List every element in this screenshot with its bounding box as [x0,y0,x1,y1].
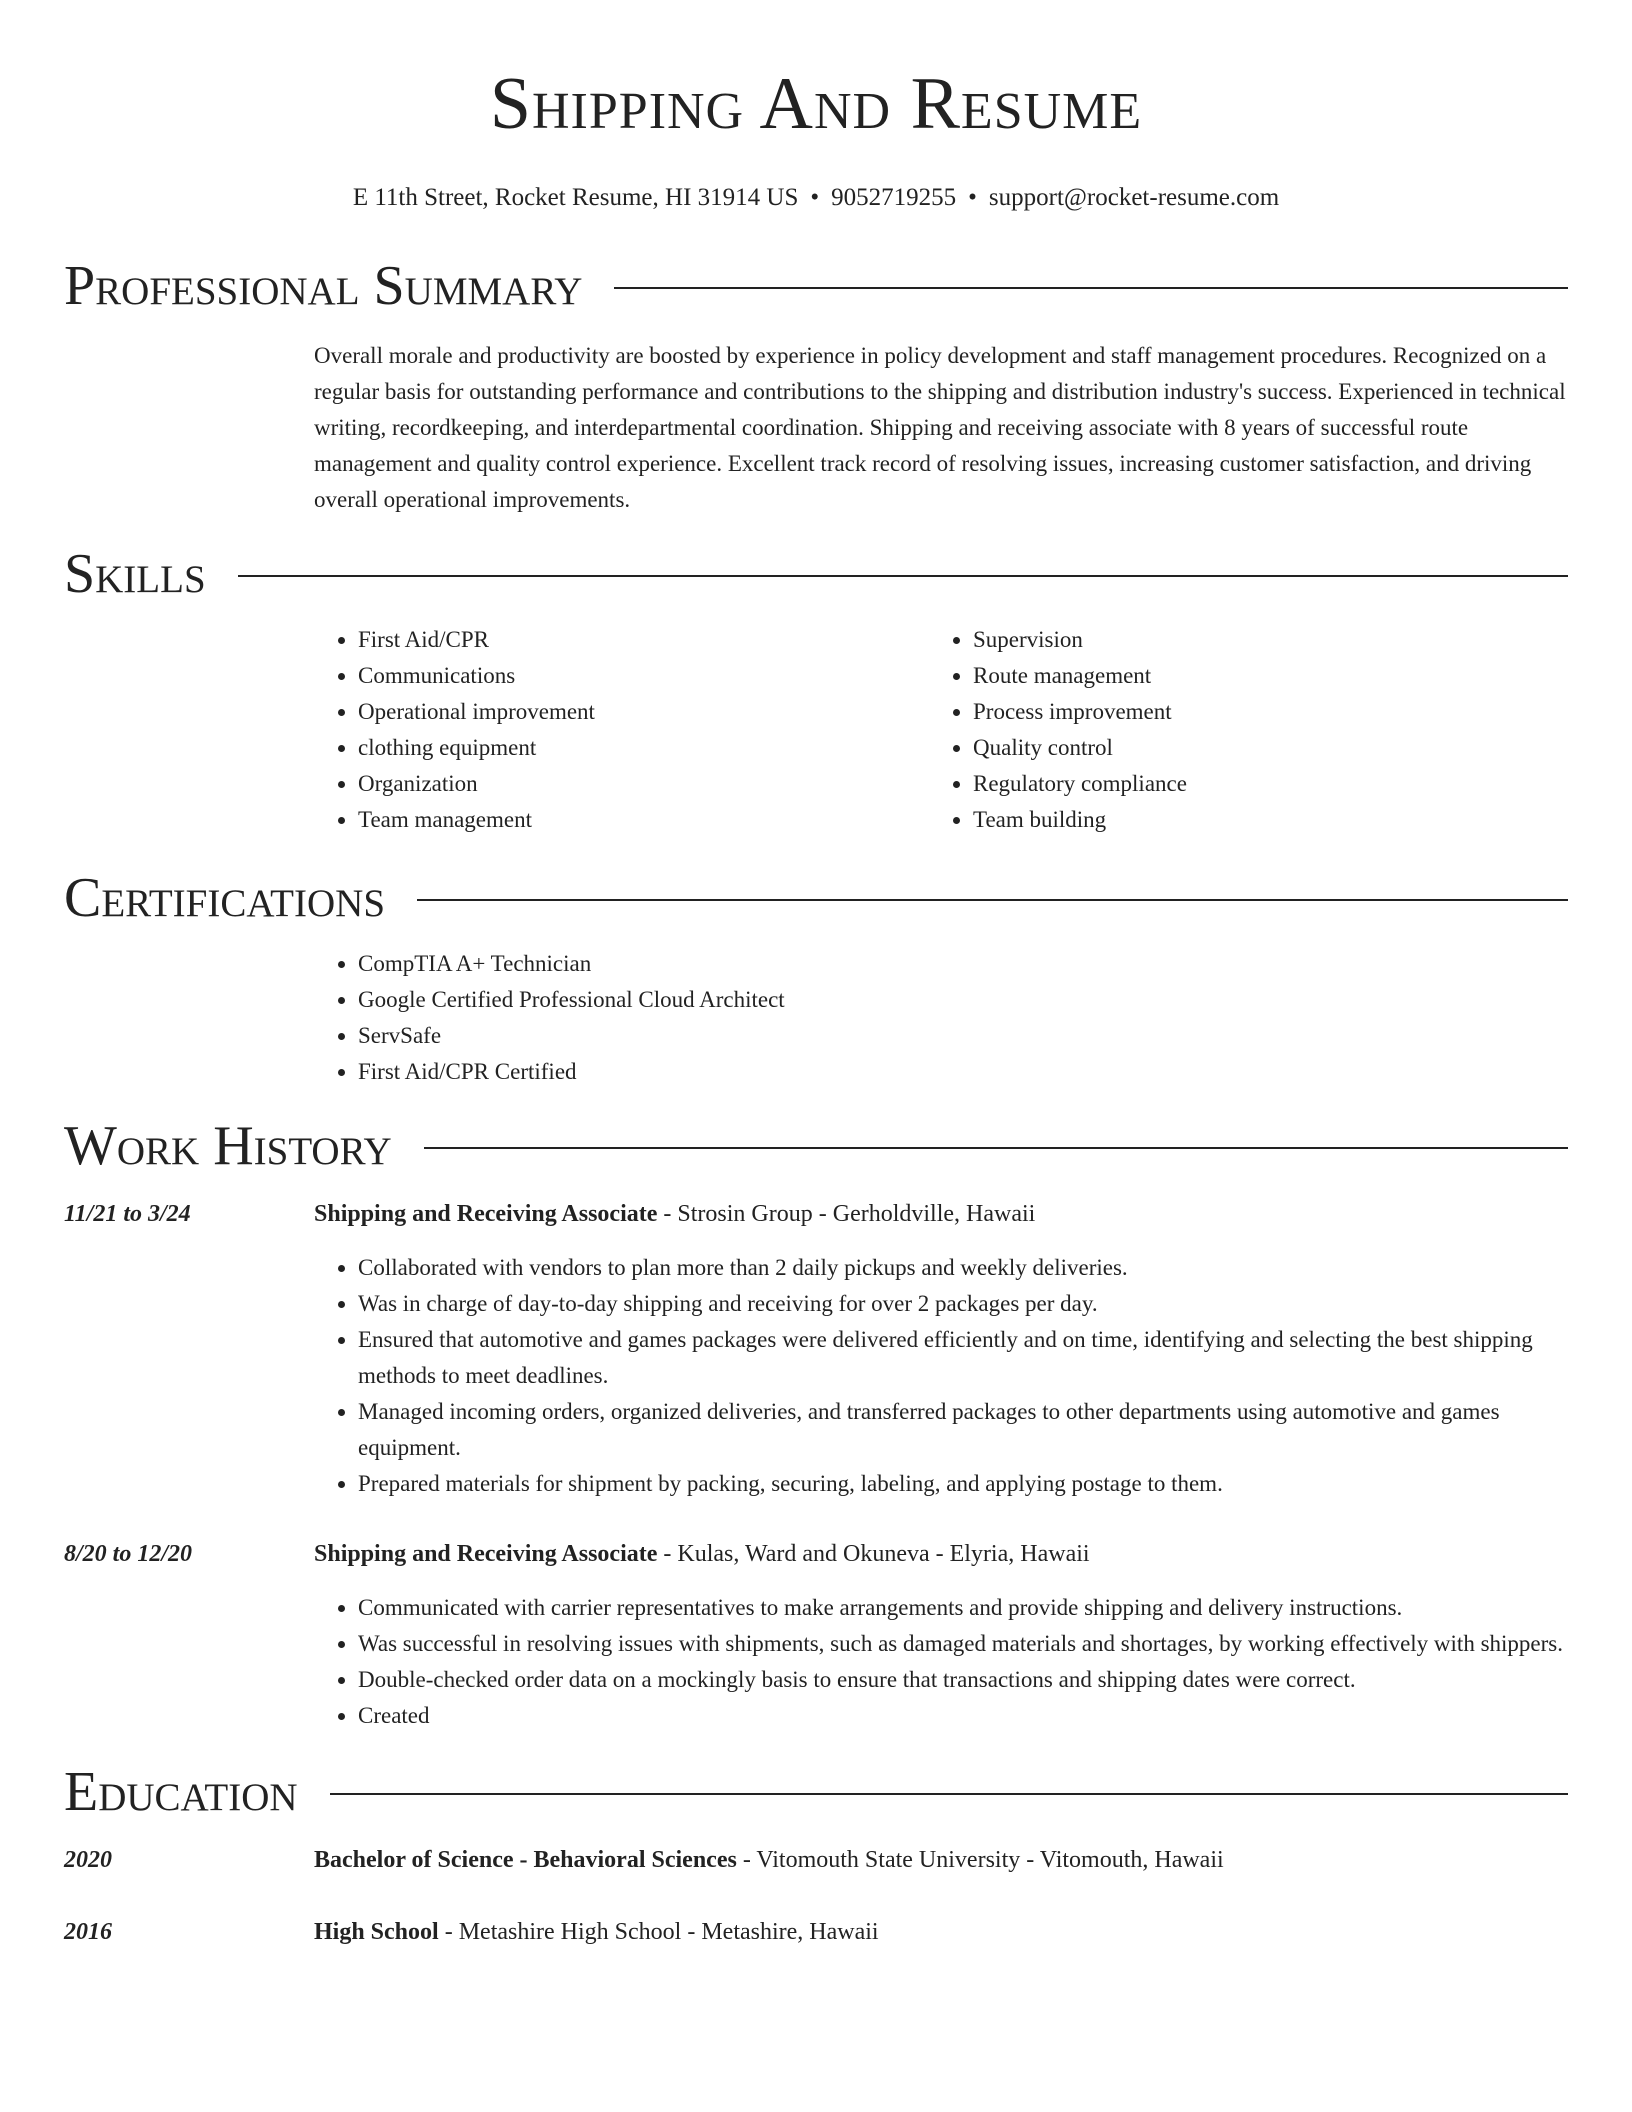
job-bullets [314,1250,1568,1502]
certification-item: • CompTIA A+ Technician [358,946,1568,982]
section-rule [424,1147,1568,1149]
job-title-line [314,1536,1568,1572]
skill-item: • Process improvement [973,694,1544,730]
certification-item: • ServSafe [358,1018,1568,1054]
resume-page [64,0,1568,1950]
section-heading: Education [64,1761,298,1823]
certification-item: • First Aid/CPR Certified [358,1054,1568,1090]
skills-grid [314,622,1568,838]
job-dates: 8/20 to 12/20 [64,1541,193,1567]
job-bullets [314,1590,1568,1734]
skill-item: • Regulatory compliance [973,766,1544,802]
section-rule [330,1793,1568,1795]
skill-item: • Quality control [973,730,1544,766]
job-entry [64,1536,1568,1734]
skills-column-right [929,622,1544,838]
section-certifications [64,866,1568,930]
work-entries [64,1196,1568,1734]
skill-item: • Organization [358,766,929,802]
job-bullet: • Ensured that automotive and games packages were delivered efficiently and on time, identifying and selecting the best shipping methods to meet deadlines. [358,1322,1568,1394]
education-entry [64,1914,1568,1950]
education-entry [64,1842,1568,1878]
certifications-list [314,946,1568,1090]
education-body [314,1842,1568,1878]
certifications-block [314,946,1568,1090]
education-degree: Bachelor of Science - Behavioral Sciences [314,1847,737,1873]
education-year: 2016 [64,1919,112,1945]
certification-item: • Google Certified Professional Cloud Architect [358,982,1568,1018]
job-title-line [314,1196,1568,1232]
phone: 9052719255 [831,184,957,211]
education-school: - Metashire High School - Metashire, Hawaii [438,1919,879,1945]
skill-item: • Team management [358,802,929,838]
separator: • [810,184,820,211]
skill-item: • Route management [973,658,1544,694]
address: E 11th Street, Rocket Resume, HI 31914 US [352,184,799,211]
job-body [314,1536,1568,1734]
section-heading: Professional Summary [64,255,583,317]
education-school: - Vitomouth State University - Vitomouth, Hawaii [736,1847,1224,1873]
job-bullet: • Double-checked order data on a mockingly basis to ensure that transactions and shipping dates were correct. [358,1662,1568,1698]
section-heading: Work History [64,1115,392,1177]
skill-item: • clothing equipment [358,730,929,766]
job-bullet: • Collaborated with vendors to plan more than 2 daily pickups and weekly deliveries. [358,1250,1568,1286]
skill-item: • First Aid/CPR [358,622,929,658]
candidate-name: Shipping And Resume [489,63,1143,145]
skill-item: • Supervision [973,622,1544,658]
skill-item: • Communications [358,658,929,694]
education-line [314,1842,1568,1878]
section-rule [238,575,1568,577]
job-title: Shipping and Receiving Associate [314,1541,658,1567]
section-skills [64,542,1568,606]
job-bullet: • Created [358,1698,1568,1734]
education-body [314,1914,1568,1950]
section-heading: Skills [64,543,206,605]
contact-line [64,182,1568,214]
education-line [314,1914,1568,1950]
job-bullet: • Prepared materials for shipment by packing, securing, labeling, and applying postage to them. [358,1466,1568,1502]
summary-text: Overall morale and productivity are boosted by experience in policy development and staff management procedures. Recognized on a regular basis for outstanding performance and contributions to the shipping and distribution industry's success. Experienced in technical writing, recordkeeping, and interdepartmental coordination. Shipping and receiving associate with 8 years of successful route management and quality control experience. Excellent track record of resolving issues, increasing customer satisfaction, and driving overall operational improvements. [314,343,1566,512]
job-company: - Kulas, Ward and Okuneva - Elyria, Hawaii [657,1541,1090,1567]
job-bullet: • Managed incoming orders, organized deliveries, and transferred packages to other departments using automotive and games equipment. [358,1394,1568,1466]
job-body [314,1196,1568,1502]
skill-item: • Team building [973,802,1544,838]
job-bullet: • Was in charge of day-to-day shipping and receiving for over 2 packages per day. [358,1286,1568,1322]
email: support@rocket-resume.com [988,184,1280,211]
education-year: 2020 [64,1847,112,1873]
separator: • [968,184,977,211]
section-rule [417,899,1568,901]
section-work-history [64,1114,1568,1178]
job-bullet: • Was successful in resolving issues with shipments, such as damaged materials and shortages, by working effectively with shippers. [358,1626,1568,1662]
job-bullet: • Communicated with carrier representatives to make arrangements and provide shipping and delivery instructions. [358,1590,1568,1626]
education-entries [64,1842,1568,1950]
section-education [64,1760,1568,1824]
section-rule [614,287,1568,289]
education-degree: High School [314,1919,439,1945]
job-entry [64,1196,1568,1502]
section-heading: Certifications [64,867,386,929]
skills-list [314,622,929,838]
section-professional-summary [64,254,1568,318]
skills-column-left [314,622,929,838]
job-dates: 11/21 to 3/24 [64,1201,191,1227]
job-title: Shipping and Receiving Associate [314,1201,658,1227]
job-company: - Strosin Group - Gerholdville, Hawaii [657,1201,1036,1227]
skill-item: • Operational improvement [358,694,929,730]
skills-list [929,622,1544,838]
